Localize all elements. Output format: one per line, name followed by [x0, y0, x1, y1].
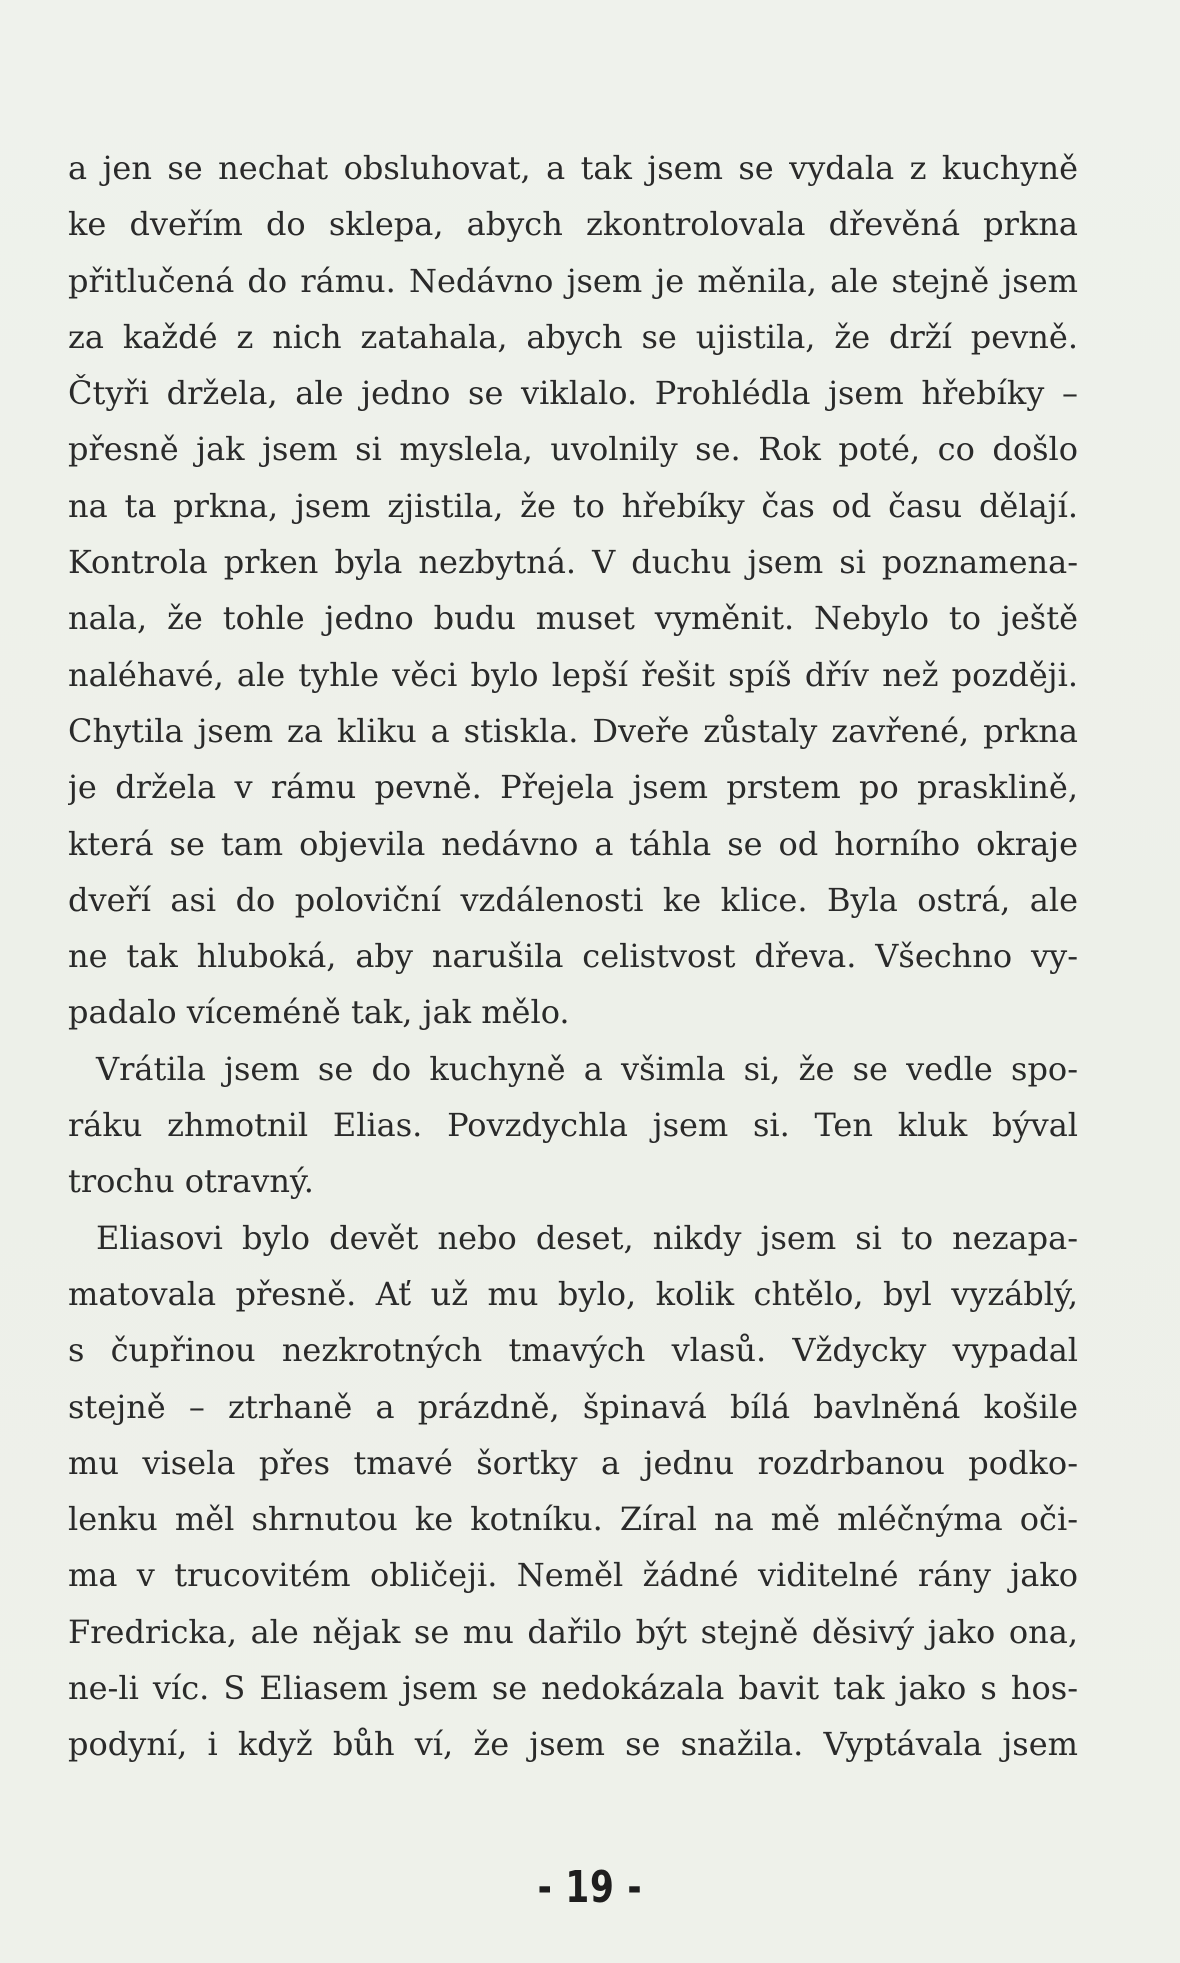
- text-line: na ta prkna, jsem zjistila, že to hřebíky čas od času dělají.: [68, 486, 1078, 525]
- page-number: - 19 -: [537, 1862, 643, 1913]
- text-line: Čtyři držela, ale jedno se viklalo. Prohlédla jsem hřebíky –: [68, 374, 1078, 413]
- text-line: mu visela přes tmavé šortky a jednu rozdrbanou podko-: [68, 1443, 1078, 1482]
- body-text: [68, 140, 1078, 1773]
- text-line: nala, že tohle jedno budu muset vyměnit. Nebylo to ještě: [68, 599, 1078, 638]
- text-line: naléhavé, ale tyhle věci bylo lepší řešit spíš dřív než později.: [68, 655, 1078, 694]
- text-line: a jen se nechat obsluhovat, a tak jsem se vydala z kuchyně: [68, 149, 1078, 187]
- text-line: trochu otravný.: [68, 1162, 314, 1201]
- text-line: je držela v rámu pevně. Přejela jsem prstem po prasklině,: [68, 768, 1078, 807]
- text-line: padalo víceméně tak, jak mělo.: [68, 993, 570, 1032]
- text-line: přitlučená do rámu. Nedávno jsem je měnila, ale stejně jsem: [68, 261, 1078, 300]
- text-line: Chytila jsem za kliku a stiskla. Dveře zůstaly zavřené, prkna: [68, 711, 1078, 750]
- text-line: Vrátila jsem se do kuchyně a všimla si, že se vedle spo-: [96, 1049, 1078, 1088]
- paragraph: [68, 1210, 1078, 1773]
- text-line: dveří asi do poloviční vzdálenosti ke klice. Byla ostrá, ale: [68, 880, 1078, 919]
- text-line: ke dveřím do sklepa, abych zkontrolovala dřevěná prkna: [68, 205, 1078, 244]
- text-line: Eliasovi bylo devět nebo deset, nikdy jsem si to nezapa-: [96, 1218, 1078, 1257]
- text-line: ráku zhmotnil Elias. Povzdychla jsem si. Ten kluk býval: [68, 1106, 1078, 1145]
- text-line: matovala přesně. Ať už mu bylo, kolik chtělo, byl vyzáblý,: [68, 1274, 1078, 1313]
- paragraph: [68, 1041, 1078, 1210]
- text-line: která se tam objevila nedávno a táhla se od horního okraje: [68, 824, 1078, 863]
- text-line: přesně jak jsem si myslela, uvolnily se. Rok poté, co došlo: [68, 430, 1078, 469]
- text-line: lenku měl shrnutou ke kotníku. Zíral na mě mléčnýma oči-: [68, 1500, 1078, 1539]
- text-line: Fredricka, ale nějak se mu dařilo být stejně děsivý jako ona,: [68, 1612, 1078, 1651]
- text-line: s čupřinou nezkrotných tmavých vlasů. Vždycky vypadal: [68, 1331, 1078, 1370]
- text-line: ne tak hluboká, aby narušila celistvost dřeva. Všechno vy-: [68, 937, 1078, 976]
- text-line: Kontrola prken byla nezbytná. V duchu jsem si poznamena-: [68, 543, 1078, 582]
- text-line: stejně – ztrhaně a prázdně, špinavá bílá bavlněná košile: [68, 1387, 1078, 1426]
- paragraph: [68, 140, 1078, 1041]
- text-line: za každé z nich zatahala, abych se ujistila, že drží pevně.: [68, 317, 1078, 356]
- text-line: ne-li víc. S Eliasem jsem se nedokázala bavit tak jako s hos-: [68, 1669, 1078, 1708]
- text-line: ma v trucovitém obličeji. Neměl žádné viditelné rány jako: [68, 1556, 1078, 1595]
- text-line: podyní, i když bůh ví, že jsem se snažila. Vyptávala jsem: [68, 1725, 1078, 1764]
